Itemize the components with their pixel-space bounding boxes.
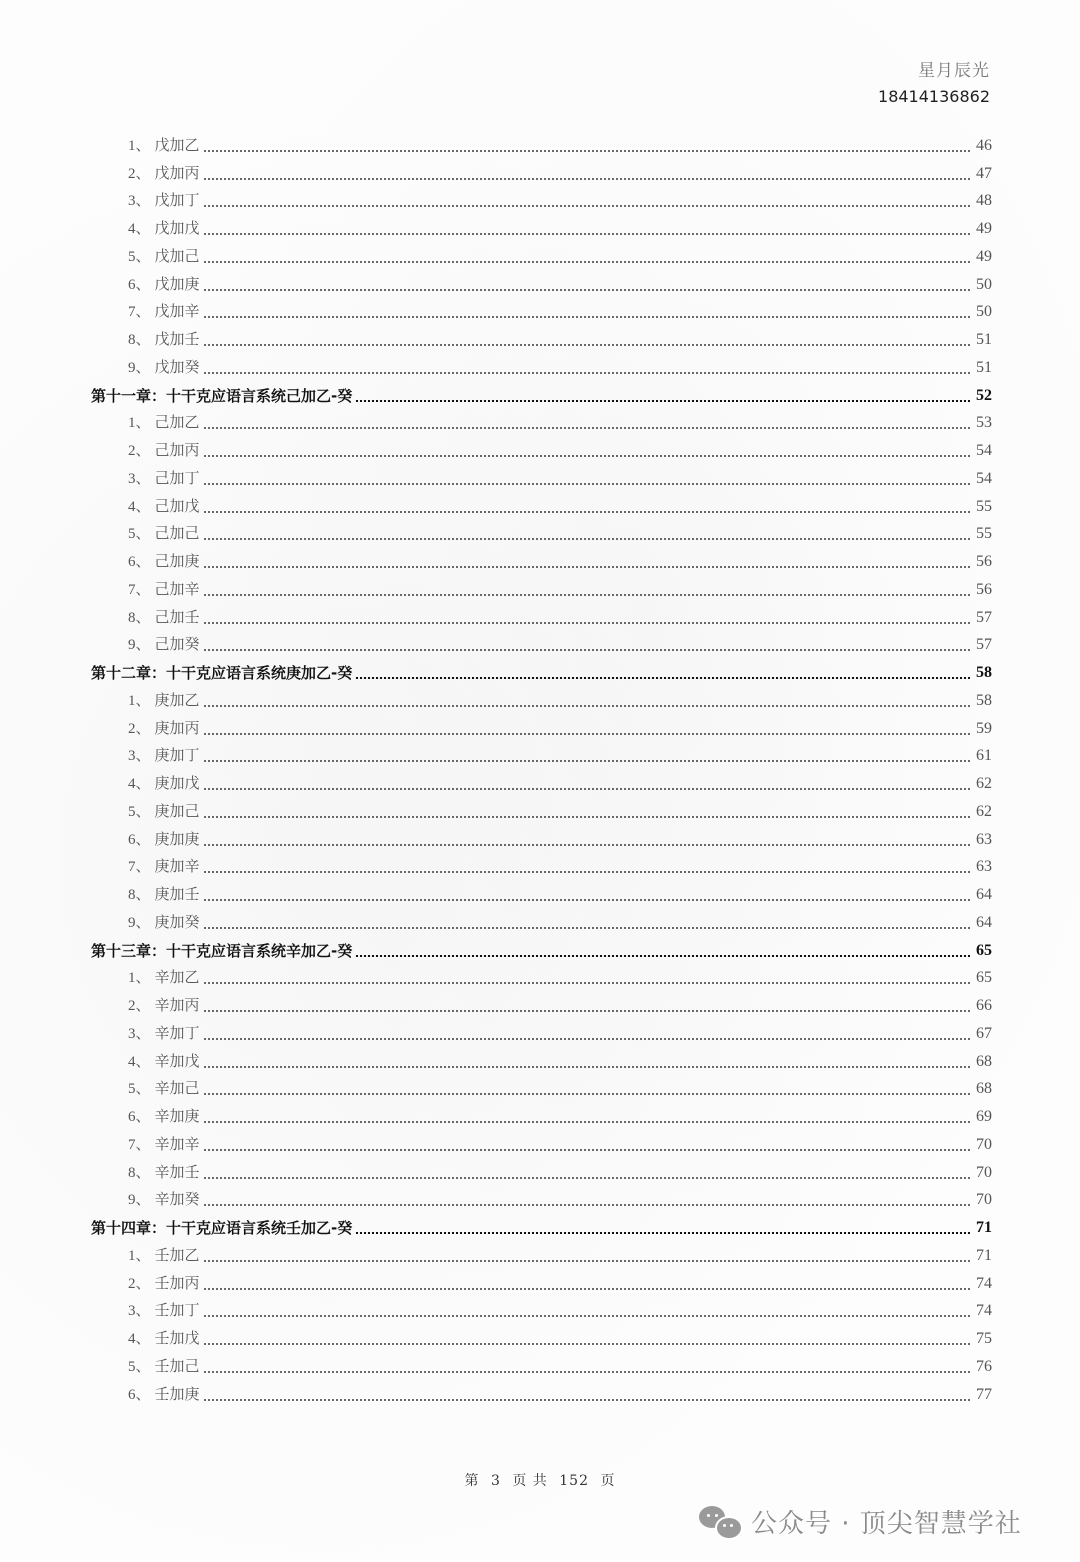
toc-page-number: 66 (976, 997, 992, 1015)
toc-entry-label (128, 995, 200, 1016)
toc-entry-label (128, 912, 200, 933)
toc-entry-label (128, 634, 200, 655)
toc-entry-title: 壬加戊 (154, 1329, 200, 1348)
footer-total-pages: 152 (559, 1473, 589, 1489)
toc-entry-title: 庚加丙 (154, 718, 200, 737)
toc-page-number: 62 (976, 775, 992, 793)
toc-page-number: 58 (976, 664, 992, 682)
toc-entry-number: 7、 (128, 581, 151, 598)
toc-entry-title: 庚加戊 (154, 774, 200, 793)
toc-page-number: 57 (976, 636, 992, 654)
toc-entry-title: 戊加壬 (154, 330, 200, 349)
toc-entry-title: 壬加己 (154, 1356, 200, 1375)
toc-entry-number: 1、 (128, 1247, 151, 1264)
wechat-watermark (697, 1503, 1022, 1540)
dot-leader (203, 483, 970, 485)
dot-leader (203, 1093, 970, 1095)
dot-leader (203, 1010, 970, 1012)
dot-leader (203, 871, 970, 873)
toc-section-entry[interactable] (128, 211, 992, 239)
toc-entry-label (128, 1356, 200, 1377)
toc-page-number: 54 (976, 469, 992, 487)
toc-entry-label (128, 607, 200, 628)
toc-entry-number: 4、 (128, 1053, 151, 1070)
toc-entry-title: 己加戊 (154, 496, 200, 515)
toc-entry-title: 己加丙 (154, 441, 200, 460)
toc-entry-title: 第十四章：十干克应语言系统壬加乙-癸 (91, 1219, 353, 1238)
toc-entry-label (128, 523, 200, 544)
toc-entry-number: 6、 (128, 276, 151, 293)
toc-section-entry[interactable] (128, 128, 992, 156)
toc-entry-label (128, 440, 200, 461)
dot-leader (203, 566, 970, 568)
dot-leader (203, 1066, 970, 1068)
toc-page-number: 69 (976, 1108, 992, 1126)
toc-entry-title: 辛加乙 (154, 968, 200, 987)
toc-entry-title: 戊加乙 (154, 135, 200, 154)
toc-entry-title: 庚加壬 (154, 885, 200, 904)
toc-section-entry[interactable] (128, 1294, 992, 1322)
toc-page-number: 74 (976, 1302, 992, 1320)
toc-entry-label (128, 1134, 200, 1155)
toc-entry-title: 己加癸 (154, 635, 200, 654)
toc-entry-title: 戊加癸 (154, 357, 200, 376)
toc-entry-number: 6、 (128, 1109, 151, 1126)
toc-entry-label (128, 1245, 200, 1266)
toc-entry-title: 戊加己 (154, 246, 200, 265)
toc-entry-label (128, 829, 200, 850)
toc-entry-number: 4、 (128, 221, 151, 238)
dot-leader (203, 1121, 970, 1123)
toc-section-entry[interactable] (128, 794, 992, 822)
dot-leader (203, 455, 970, 457)
toc-entry-number: 2、 (128, 443, 151, 460)
toc-entry-number: 6、 (128, 831, 151, 848)
toc-entry-title: 庚加辛 (154, 857, 200, 876)
dot-leader (203, 1315, 970, 1317)
toc-entry-number: 8、 (128, 609, 151, 626)
toc-entry-number: 6、 (128, 1386, 151, 1403)
toc-page-number: 56 (976, 580, 992, 598)
toc-entry-number: 7、 (128, 304, 151, 321)
toc-section-entry[interactable] (128, 239, 992, 267)
toc-section-entry[interactable] (128, 905, 992, 933)
toc-page-number: 48 (976, 192, 992, 210)
toc-entry-label (128, 1189, 200, 1210)
toc-entry-label (128, 579, 200, 600)
toc-entry-title: 己加丁 (154, 468, 200, 487)
toc-page-number: 46 (976, 136, 992, 154)
toc-section-entry[interactable] (128, 961, 992, 989)
dot-leader (355, 1232, 970, 1234)
toc-entry-number: 4、 (128, 1331, 151, 1348)
dot-leader (203, 511, 970, 513)
dot-leader (203, 733, 970, 735)
toc-entry-label (128, 468, 200, 489)
dot-leader (203, 1260, 970, 1262)
footer-mid: 页 共 (512, 1473, 548, 1489)
toc-section-entry[interactable] (128, 1377, 992, 1405)
toc-page-number: 50 (976, 303, 992, 321)
toc-entry-label (128, 718, 200, 739)
toc-entry-label (91, 386, 352, 406)
toc-section-entry[interactable] (128, 1044, 992, 1072)
toc-entry-label (128, 884, 200, 905)
dot-leader (355, 677, 970, 679)
toc-chapter-entry[interactable] (91, 1210, 992, 1238)
toc-entry-label (128, 745, 200, 766)
toc-entry-title: 戊加戊 (154, 219, 200, 238)
wechat-icon (697, 1504, 743, 1540)
dot-leader (203, 844, 970, 846)
toc-entry-label (128, 301, 200, 322)
toc-entry-title: 壬加乙 (154, 1245, 200, 1264)
toc-page-number: 63 (976, 858, 992, 876)
toc-entry-number: 9、 (128, 359, 151, 376)
toc-entry-label (91, 941, 352, 961)
toc-entry-title: 庚加癸 (154, 912, 200, 931)
toc-entry-number: 2、 (128, 165, 151, 182)
toc-entry-label (128, 1300, 200, 1321)
toc-entry-label (128, 1384, 200, 1405)
toc-entry-number: 4、 (128, 776, 151, 793)
toc-section-entry[interactable] (128, 1349, 992, 1377)
toc-page-number: 47 (976, 164, 992, 182)
toc-section-entry[interactable] (128, 1155, 992, 1183)
toc-page-number: 68 (976, 1052, 992, 1070)
toc-entry-title: 庚加乙 (154, 690, 200, 709)
toc-page-number: 59 (976, 719, 992, 737)
toc-entry-label (128, 551, 200, 572)
dot-leader (203, 233, 970, 235)
toc-entry-number: 4、 (128, 498, 151, 515)
toc-entry-number: 5、 (128, 803, 151, 820)
toc-page-number: 49 (976, 220, 992, 238)
toc-entry-title: 庚加己 (154, 801, 200, 820)
watermark-text: 公众号 · 顶尖智慧学社 (751, 1509, 1022, 1539)
toc-entry-number: 7、 (128, 1136, 151, 1153)
toc-section-entry[interactable] (128, 184, 992, 212)
toc-entry-number: 3、 (128, 1025, 151, 1042)
toc-entry-number: 8、 (128, 332, 151, 349)
dot-leader (203, 649, 970, 651)
toc-entry-title: 第十二章：十干克应语言系统庚加乙-癸 (91, 664, 353, 683)
toc-entry-title: 戊加丁 (154, 191, 200, 210)
dot-leader (203, 1371, 970, 1373)
toc-page-number: 74 (976, 1274, 992, 1292)
toc-entry-title: 己加庚 (154, 552, 200, 571)
toc-entry-number: 8、 (128, 1164, 151, 1181)
toc-entry-title: 庚加庚 (154, 829, 200, 848)
toc-entry-number: 5、 (128, 1081, 151, 1098)
toc-page-number: 77 (976, 1385, 992, 1403)
toc-entry-title: 辛加庚 (154, 1107, 200, 1126)
toc-entry-label (128, 274, 200, 295)
toc-entry-label (128, 856, 200, 877)
toc-section-entry[interactable] (128, 156, 992, 184)
toc-section-entry[interactable] (128, 1183, 992, 1211)
toc-page-number: 53 (976, 414, 992, 432)
toc-entry-number: 1、 (128, 137, 151, 154)
dot-leader (203, 622, 970, 624)
toc-section-entry[interactable] (128, 267, 992, 295)
toc-section-entry[interactable] (128, 766, 992, 794)
toc-section-entry[interactable] (128, 1321, 992, 1349)
toc-entry-label (128, 690, 200, 711)
toc-page-number: 51 (976, 331, 992, 349)
toc-entry-label (128, 1078, 200, 1099)
toc-entry-number: 3、 (128, 748, 151, 765)
toc-section-entry[interactable] (128, 406, 992, 434)
dot-leader (203, 1204, 970, 1206)
toc-section-entry[interactable] (128, 711, 992, 739)
toc-entry-label (128, 246, 200, 267)
toc-page-number: 49 (976, 247, 992, 265)
toc-entry-title: 壬加丁 (154, 1301, 200, 1320)
dot-leader (203, 927, 970, 929)
toc-page-number: 70 (976, 1163, 992, 1181)
toc-entry-number: 3、 (128, 193, 151, 210)
dot-leader (203, 705, 970, 707)
header-author: 星月辰光 (918, 61, 990, 81)
dot-leader (203, 788, 970, 790)
toc-entry-label (128, 1106, 200, 1127)
toc-page-number: 57 (976, 608, 992, 626)
toc-entry-number: 5、 (128, 526, 151, 543)
toc-entry-label (128, 357, 200, 378)
toc-entry-label (128, 801, 200, 822)
toc-page-number: 71 (976, 1219, 992, 1237)
dot-leader (203, 1038, 970, 1040)
toc-entry-title: 辛加癸 (154, 1190, 200, 1209)
dot-leader (203, 1288, 970, 1290)
toc-section-entry[interactable] (128, 1016, 992, 1044)
toc-section-entry[interactable] (128, 1238, 992, 1266)
toc-section-entry[interactable] (128, 517, 992, 545)
toc-section-entry[interactable] (128, 988, 992, 1016)
dot-leader (203, 538, 970, 540)
toc-entry-title: 第十三章：十干克应语言系统辛加乙-癸 (91, 941, 353, 960)
header-phone: 18414136862 (878, 87, 990, 106)
toc-entry-number: 8、 (128, 887, 151, 904)
dot-leader (203, 316, 970, 318)
toc-section-entry[interactable] (128, 295, 992, 323)
dot-leader (203, 289, 970, 291)
toc-section-entry[interactable] (128, 489, 992, 517)
toc-entry-number: 2、 (128, 720, 151, 737)
toc-chapter-entry[interactable] (91, 933, 992, 961)
toc-entry-label (128, 1328, 200, 1349)
toc-page-number: 70 (976, 1191, 992, 1209)
toc-page-number: 68 (976, 1080, 992, 1098)
toc-chapter-entry[interactable] (91, 378, 992, 406)
dot-leader (203, 982, 970, 984)
toc-entry-label (128, 218, 200, 239)
toc-page-number: 75 (976, 1330, 992, 1348)
toc-page-number: 65 (976, 969, 992, 987)
toc-entry-number: 2、 (128, 1275, 151, 1292)
toc-entry-number: 1、 (128, 415, 151, 432)
toc-page-number: 62 (976, 802, 992, 820)
toc-entry-label (91, 663, 352, 683)
toc-entry-title: 戊加丙 (154, 163, 200, 182)
toc-page-number: 71 (976, 1246, 992, 1264)
footer-prefix: 第 (464, 1473, 480, 1489)
toc-entry-number: 9、 (128, 1192, 151, 1209)
toc-entry-title: 庚加丁 (154, 746, 200, 765)
toc-entry-label (128, 967, 200, 988)
toc-section-entry[interactable] (128, 683, 992, 711)
toc-page-number: 55 (976, 497, 992, 515)
toc-section-entry[interactable] (128, 572, 992, 600)
toc-section-entry[interactable] (128, 877, 992, 905)
toc-section-entry[interactable] (128, 544, 992, 572)
toc-section-entry[interactable] (128, 461, 992, 489)
toc-entry-number: 5、 (128, 248, 151, 265)
toc-entry-label (128, 135, 200, 156)
toc-entry-title: 壬加庚 (154, 1384, 200, 1403)
toc-entry-label (128, 773, 200, 794)
toc-page-number: 65 (976, 941, 992, 959)
toc-entry-label (91, 1218, 352, 1238)
toc-entry-label (128, 412, 200, 433)
footer-suffix: 页 (600, 1473, 616, 1489)
dot-leader (203, 594, 970, 596)
toc-entry-number: 9、 (128, 637, 151, 654)
toc-entry-label (128, 1023, 200, 1044)
toc-entry-number: 7、 (128, 859, 151, 876)
toc-entry-title: 己加己 (154, 524, 200, 543)
toc-entry-label (128, 163, 200, 184)
page-footer (0, 1470, 1080, 1490)
toc-page-number: 61 (976, 747, 992, 765)
toc-page-number: 67 (976, 1024, 992, 1042)
toc-section-entry[interactable] (128, 1072, 992, 1100)
toc-page-number: 51 (976, 358, 992, 376)
dot-leader (355, 955, 970, 957)
toc-section-entry[interactable] (128, 433, 992, 461)
toc-entry-label (128, 1162, 200, 1183)
toc-entry-number: 1、 (128, 970, 151, 987)
footer-current-page: 3 (490, 1473, 501, 1489)
toc-chapter-entry[interactable] (91, 655, 992, 683)
toc-section-entry[interactable] (128, 322, 992, 350)
toc-page-number: 63 (976, 830, 992, 848)
toc-section-entry[interactable] (128, 600, 992, 628)
toc-page-number: 76 (976, 1357, 992, 1375)
dot-leader (203, 344, 970, 346)
toc-entry-number: 3、 (128, 1303, 151, 1320)
toc-section-entry[interactable] (128, 1127, 992, 1155)
toc-page-number: 64 (976, 913, 992, 931)
dot-leader (203, 178, 970, 180)
toc-entry-title: 辛加壬 (154, 1162, 200, 1181)
toc-entry-label (128, 329, 200, 350)
toc-entry-number: 5、 (128, 1358, 151, 1375)
toc-entry-title: 辛加丙 (154, 996, 200, 1015)
toc-entry-number: 9、 (128, 914, 151, 931)
toc-page-number: 55 (976, 525, 992, 543)
toc-entry-title: 戊加辛 (154, 302, 200, 321)
toc-section-entry[interactable] (128, 1266, 992, 1294)
dot-leader (203, 261, 970, 263)
dot-leader (355, 400, 970, 402)
toc-entry-number: 1、 (128, 692, 151, 709)
toc-section-entry[interactable] (128, 628, 992, 656)
page-header (878, 58, 990, 110)
toc-page-number: 58 (976, 691, 992, 709)
dot-leader (203, 1177, 970, 1179)
toc-entry-title: 壬加丙 (154, 1273, 200, 1292)
toc-entry-label (128, 190, 200, 211)
toc-entry-title: 辛加戊 (154, 1051, 200, 1070)
dot-leader (203, 427, 970, 429)
toc-page-number: 70 (976, 1135, 992, 1153)
dot-leader (203, 150, 970, 152)
toc-section-entry[interactable] (128, 822, 992, 850)
toc-entry-label (128, 1273, 200, 1294)
toc-entry-title: 辛加丁 (154, 1023, 200, 1042)
dot-leader (203, 205, 970, 207)
dot-leader (203, 899, 970, 901)
toc-entry-label (128, 1051, 200, 1072)
dot-leader (203, 1343, 970, 1345)
toc-entry-title: 辛加己 (154, 1079, 200, 1098)
toc-page-number: 50 (976, 275, 992, 293)
toc-entry-title: 己加壬 (154, 607, 200, 626)
toc-page-number: 54 (976, 442, 992, 460)
toc-entry-title: 辛加辛 (154, 1134, 200, 1153)
toc-section-entry[interactable] (128, 1099, 992, 1127)
toc-entry-title: 第十一章：十干克应语言系统己加乙-癸 (91, 386, 353, 405)
toc-page-number: 56 (976, 553, 992, 571)
toc-entry-number: 6、 (128, 554, 151, 571)
toc-section-entry[interactable] (128, 850, 992, 878)
toc-entry-number: 3、 (128, 470, 151, 487)
toc-entry-title: 己加辛 (154, 579, 200, 598)
toc-page-number: 52 (976, 386, 992, 404)
toc-entry-number: 2、 (128, 998, 151, 1015)
dot-leader (203, 1399, 970, 1401)
dot-leader (203, 816, 970, 818)
toc-entry-title: 己加乙 (154, 413, 200, 432)
toc-entry-title: 戊加庚 (154, 274, 200, 293)
dot-leader (203, 372, 970, 374)
dot-leader (203, 760, 970, 762)
toc-section-entry[interactable] (128, 739, 992, 767)
toc-section-entry[interactable] (128, 350, 992, 378)
dot-leader (203, 1149, 970, 1151)
toc-page-number: 64 (976, 886, 992, 904)
toc-entry-label (128, 496, 200, 517)
